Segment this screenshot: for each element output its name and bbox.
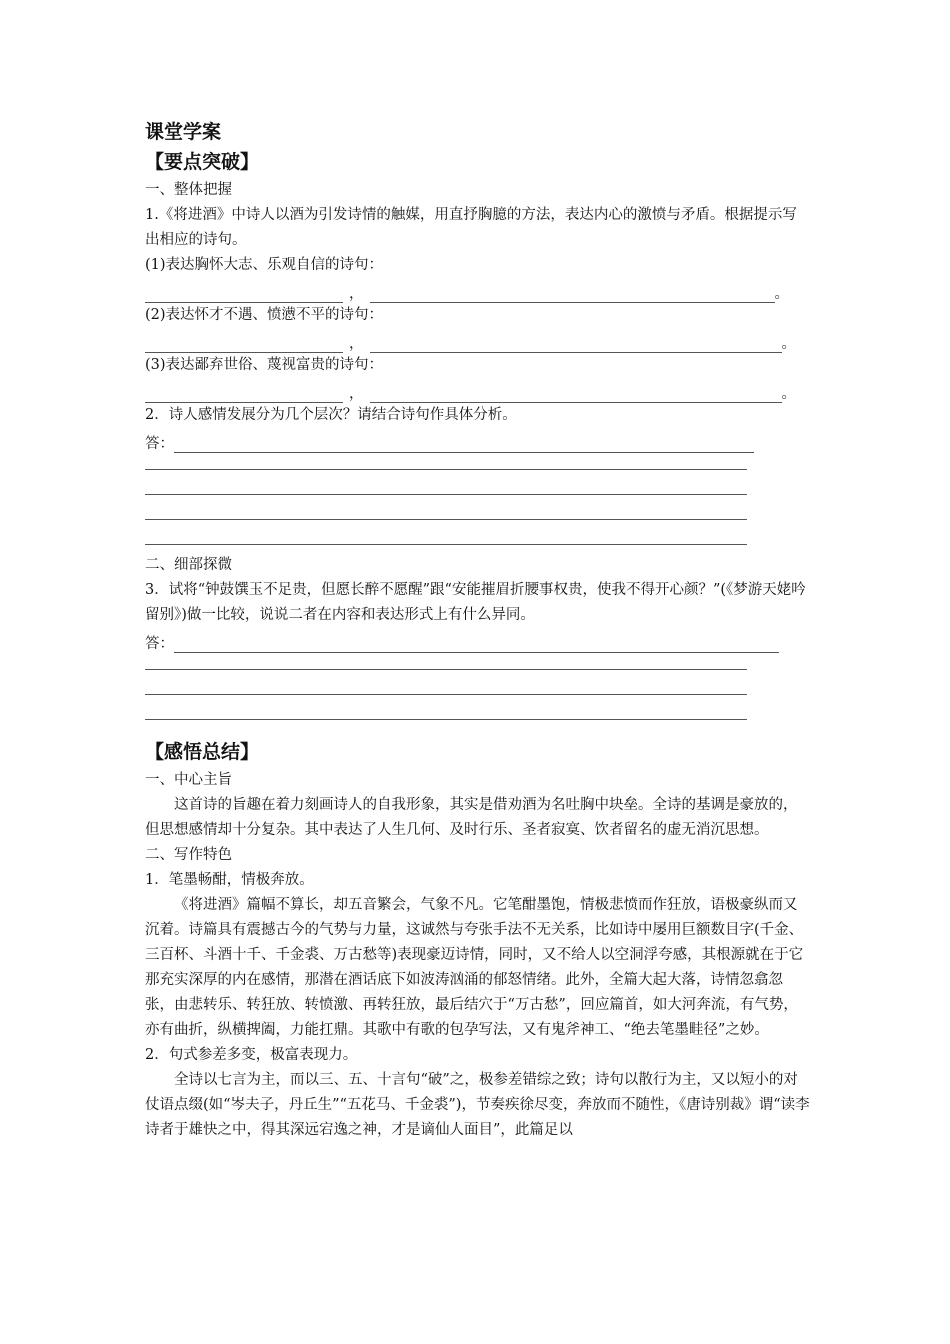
- answer-blank[interactable]: [145, 339, 343, 353]
- feature-2-body: 全诗以七言为主，而以三、五、十言句“破”之，极参差错综之致；诗句以散行为主，又以短小的对仗语点缀(如“岑夫子，丹丘生”“五花马、千金裘”)，节奏疾徐尽变，奔放而不随性，《唐诗别裁》谓“读李诗者于雄快之中，得其深远宕逸之神，才是谪仙人面目”，此篇足以: [145, 1072, 810, 1138]
- answer-line[interactable]: [145, 478, 810, 503]
- answer-blank[interactable]: [370, 289, 775, 303]
- question-1-item-2: (2)表达怀才不遇、愤懑不平的诗句：: [145, 307, 384, 323]
- comma: ，: [349, 336, 364, 352]
- answer-blank-row-2: [145, 328, 810, 353]
- question-1-item-1: (1)表达胸怀大志、乐观自信的诗句：: [145, 257, 384, 273]
- answer-label: 答：: [145, 436, 174, 452]
- answer-line[interactable]: [145, 528, 810, 553]
- answer-line[interactable]: [145, 703, 810, 728]
- part-heading-features: 二、写作特色: [145, 847, 232, 863]
- answer-line[interactable]: [145, 453, 810, 478]
- feature-1-title: 1．笔墨畅酣，情极奔放。: [145, 872, 314, 888]
- section-heading-key-points: 【要点突破】: [145, 151, 260, 173]
- feature-1-body: 《将进酒》篇幅不算长，却五音繁会，气象不凡。它笔酣墨饱，情极悲愤而作狂放，语极豪纵而又沉着。诗篇具有震撼古今的气势与力量，这诚然与夸张手法不无关系，比如诗中屡用巨额数目字(千金、三百杯、斗酒十千、千金裘、万古愁等)表现豪迈诗情，同时，又不给人以空洞浮夸感，其根源就在于它那充实深厚的内在感情，那潜在酒话底下如波涛汹涌的郁怒情绪。此外，全篇大起大落，诗情忽翕忽张，由悲转乐、转狂放、转愤激、再转狂放，最后结穴于“万古愁”，回应篇首，如大河奔流，有气势，亦有曲折，纵横捭阖，力能扛鼎。其歌中有歌的包孕写法，又有鬼斧神工、“绝去笔墨畦径”之妙。: [145, 897, 804, 1038]
- answer-row-q3: [145, 628, 810, 653]
- question-3: 3．试将“钟鼓馔玉不足贵，但愿长醉不愿醒”跟“安能摧眉折腰事权贵，使我不得开心颜？”(《梦游天姥吟留别》)做一比较，说说二者在内容和表达形式上有什么异同。: [145, 582, 806, 623]
- answer-line[interactable]: [174, 439, 754, 453]
- comma: ，: [349, 286, 364, 302]
- answer-blank-row-3: [145, 378, 810, 403]
- period: 。: [781, 386, 796, 402]
- period: 。: [781, 336, 796, 352]
- feature-2-title: 2．句式参差多变，极富表现力。: [145, 1047, 358, 1063]
- page-title: 课堂学案: [145, 121, 222, 143]
- period: 。: [774, 286, 789, 302]
- answer-line[interactable]: [145, 678, 810, 703]
- answer-blank[interactable]: [370, 389, 782, 403]
- answer-line[interactable]: [145, 653, 810, 678]
- document-page: [145, 118, 810, 1143]
- question-1-item-3: (3)表达鄙弃世俗、蔑视富贵的诗句：: [145, 357, 384, 373]
- theme-paragraph: 这首诗的旨趣在着力刻画诗人的自我形象，其实是借劝酒为名吐胸中块垒。全诗的基调是豪放的，但思想感情却十分复杂。其中表达了人生几何、及时行乐、圣者寂寞、饮者留名的虚无消沉思想。: [145, 797, 798, 838]
- question-1: 1.《将进酒》中诗人以酒为引发诗情的触媒，用直抒胸臆的方法，表达内心的激愤与矛盾。根据提示写出相应的诗句。: [145, 207, 797, 248]
- answer-row-q2: [145, 428, 810, 453]
- answer-blank[interactable]: [145, 289, 343, 303]
- answer-line[interactable]: [174, 639, 779, 653]
- answer-blank[interactable]: [370, 339, 782, 353]
- comma: ，: [349, 386, 364, 402]
- answer-label: 答：: [145, 636, 174, 652]
- answer-line[interactable]: [145, 503, 810, 528]
- section-heading-summary: 【感悟总结】: [145, 741, 260, 763]
- part-heading-overall: 一、整体把握: [145, 182, 232, 198]
- answer-blank[interactable]: [145, 389, 343, 403]
- part-heading-theme: 一、中心主旨: [145, 772, 232, 788]
- part-heading-details: 二、细部探微: [145, 557, 232, 573]
- question-2: 2．诗人感情发展分为几个层次？请结合诗句作具体分析。: [145, 407, 517, 423]
- answer-blank-row-1: [145, 278, 810, 303]
